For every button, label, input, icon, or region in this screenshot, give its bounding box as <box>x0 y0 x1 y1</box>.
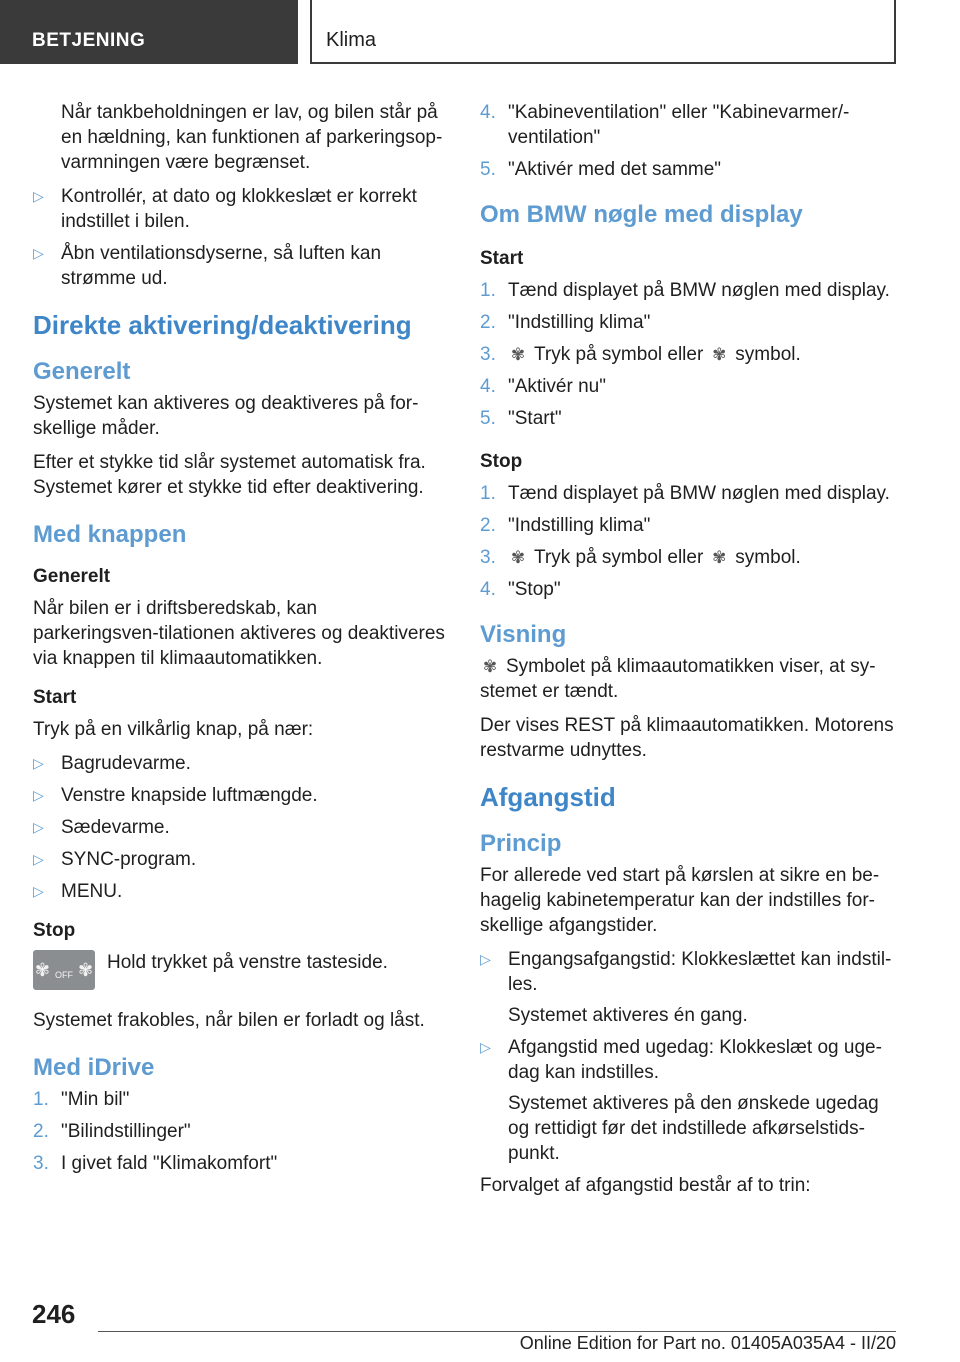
fan-icon: ✾ <box>34 959 50 980</box>
stop-paragraph: Systemet frakobles, når bilen er forladt og låst. <box>33 1010 425 1031</box>
exception-list <box>33 751 448 904</box>
heading-afgangstid: Afgangstid <box>480 782 616 812</box>
list-item: ▷ Sædevarme. <box>33 817 170 838</box>
subheading-generelt: Generelt <box>33 566 111 587</box>
intro-paragraph: Når tankbeholdningen er lav, og bilen står på en hældning, kan funktionen af parkeringsop-varmningen være begrænset. <box>61 102 443 173</box>
list-item: 1. Tænd displayet på BMW nøglen med display. <box>480 483 890 504</box>
fan-icon: ✾ <box>78 959 94 980</box>
departure-list <box>480 947 900 1166</box>
key-stop-steps <box>480 481 900 602</box>
page-number: 246 <box>32 1299 76 1329</box>
header-chapter: Klima <box>310 0 896 64</box>
bullet-triangle-icon: ▷ <box>480 951 491 967</box>
heading-visning: Visning <box>480 621 567 648</box>
precondition-list <box>33 184 448 291</box>
list-item: ▷ Afgangstid med ugedag: Klokkeslæt og uge-dag kan indstilles. Systemet aktiveres på den ønskede ugedag og rettidigt før det indstillede afkørselstids-punkt. <box>480 1037 882 1164</box>
bullet-triangle-icon: ▷ <box>33 819 44 835</box>
subheading-start: Start <box>33 687 77 708</box>
list-item: 1. Tænd displayet på BMW nøglen med display. <box>480 280 890 301</box>
heading-med-knappen: Med knappen <box>33 521 187 548</box>
step-number: 2. <box>480 312 496 333</box>
list-item: ▷ MENU. <box>33 881 123 902</box>
step-number: 1. <box>480 280 496 301</box>
list-item: ▷ Venstre knapside luftmængde. <box>33 785 318 806</box>
bullet-triangle-icon: ▷ <box>33 755 44 771</box>
step-number: 1. <box>480 483 496 504</box>
heading-princip: Princip <box>480 830 562 857</box>
list-item: 4. "Aktivér nu" <box>480 376 606 397</box>
step-number: 2. <box>33 1121 49 1142</box>
step-number: 5. <box>480 408 496 429</box>
bullet-triangle-icon: ▷ <box>480 1039 491 1055</box>
list-item: 3. ✾ Tryk på symbol eller ✾ symbol. <box>480 547 801 568</box>
step-number: 4. <box>480 376 496 397</box>
knappen-paragraph: Når bilen er i driftsberedskab, kan parkeringsven-tilationen aktiveres og deaktiveres via knappen til klimaautomatikken. <box>33 598 445 669</box>
list-item: 5. "Start" <box>480 408 562 429</box>
list-item: 1. "Min bil" <box>33 1089 130 1110</box>
fan-off-button-image <box>33 950 95 990</box>
list-item: 4. "Kabineventilation" eller "Kabinevarmer/-ventilation" <box>480 102 850 148</box>
fan-icon: ✾ <box>510 548 526 567</box>
right-column <box>480 100 900 1207</box>
stop-text: Hold trykket på venstre tasteside. <box>107 952 388 973</box>
key-start-steps <box>480 278 900 431</box>
fan-icon: ✾ <box>482 657 498 676</box>
bullet-triangle-icon: ▷ <box>33 245 44 261</box>
fan-icon: ✾ <box>510 345 526 364</box>
fan-icon: ✾ <box>712 345 727 364</box>
idrive-steps <box>33 1087 448 1176</box>
heading-generelt: Generelt <box>33 358 131 385</box>
list-item: 2. "Bilindstillinger" <box>33 1121 191 1142</box>
bullet-triangle-icon: ▷ <box>33 851 44 867</box>
fan-icon: ✾ <box>712 548 727 567</box>
princip-paragraph: For allerede ved start på kørslen at sikre en be-hagelig kabinetemperatur kan der indstilles for-skellige afgangstider. <box>480 865 880 936</box>
final-paragraph: Forvalget af afgangstid består af to trin: <box>480 1175 811 1196</box>
step-number: 4. <box>480 102 496 123</box>
generelt-paragraph-2: Efter et stykke tid slår systemet automatisk fra. Systemet kører et stykke tid efter deaktivering. <box>33 452 426 498</box>
heading-med-idrive: Med iDrive <box>33 1054 155 1081</box>
visning-paragraph-1: ✾ Symbolet på klimaautomatikken viser, at sy-stemet er tændt. <box>480 656 876 702</box>
visning-paragraph-2: Der vises REST på klimaautomatikken. Motorens restvarme udnyttes. <box>480 715 894 761</box>
list-item: ▷ Åbn ventilationsdyserne, så luften kan strømme ud. <box>33 243 382 289</box>
subheading-start: Start <box>480 248 524 269</box>
stop-instruction <box>33 950 448 990</box>
list-item: ▷ Engangsafgangstid: Klokkeslættet kan indstil-les. Systemet aktiveres én gang. <box>480 949 892 1026</box>
step-number: 4. <box>480 579 496 600</box>
bullet-triangle-icon: ▷ <box>33 787 44 803</box>
step-number: 3. <box>33 1153 49 1174</box>
footer-divider <box>98 1331 896 1332</box>
idrive-steps-continued <box>480 100 900 182</box>
bullet-triangle-icon: ▷ <box>33 883 44 899</box>
start-paragraph: Tryk på en vilkårlig knap, på nær: <box>33 719 314 740</box>
step-number: 3. <box>480 547 496 568</box>
off-label: OFF <box>55 969 73 980</box>
step-number: 1. <box>33 1089 49 1110</box>
bullet-triangle-icon: ▷ <box>33 188 44 204</box>
list-item: ▷ SYNC-program. <box>33 849 197 870</box>
step-number: 5. <box>480 159 496 180</box>
list-item: 3. ✾ Tryk på symbol eller ✾ symbol. <box>480 344 801 365</box>
list-item: ▷ Kontrollér, at dato og klokkeslæt er korrekt indstillet i bilen. <box>33 186 417 232</box>
list-item: ▷ Bagrudevarme. <box>33 753 191 774</box>
heading-bmw-key: Om BMW nøgle med display <box>480 201 803 228</box>
list-item: 2. "Indstilling klima" <box>480 515 651 536</box>
left-column <box>33 100 448 1183</box>
list-item: 3. I givet fald "Klimakomfort" <box>33 1153 278 1174</box>
footer-edition: Online Edition for Part no. 01405A035A4 - II/20 <box>519 1333 896 1353</box>
subheading-stop: Stop <box>33 920 76 941</box>
step-number: 2. <box>480 515 496 536</box>
list-item: 5. "Aktivér med det samme" <box>480 159 722 180</box>
header-section: BETJENING <box>0 0 298 64</box>
list-item: 2. "Indstilling klima" <box>480 312 651 333</box>
list-item: 4. "Stop" <box>480 579 561 600</box>
subheading-stop: Stop <box>480 451 523 472</box>
step-number: 3. <box>480 344 496 365</box>
heading-direct-activation: Direkte aktivering/deaktivering <box>33 310 412 340</box>
generelt-paragraph-1: Systemet kan aktiveres og deaktiveres på for-skellige måder. <box>33 393 419 439</box>
